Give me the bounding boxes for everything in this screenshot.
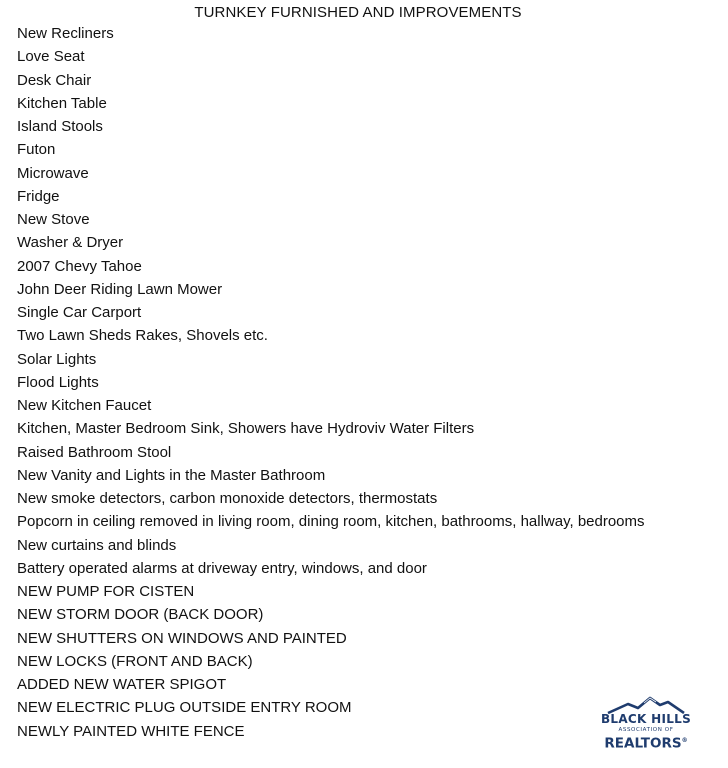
logo-line-2: ASSOCIATION OF xyxy=(618,727,674,733)
logo-line-3 xyxy=(598,733,694,752)
list-item: Battery operated alarms at driveway entry, windows, and door xyxy=(17,559,427,577)
document-title: TURNKEY FURNISHED AND IMPROVEMENTS xyxy=(194,4,522,21)
list-item: Single Car Carport xyxy=(17,304,142,321)
registered-mark: ® xyxy=(681,737,688,744)
list-item: Kitchen Table xyxy=(17,94,107,112)
list-item: NEW LOCKS (FRONT AND BACK) xyxy=(17,652,253,670)
list-item: New Vanity and Lights in the Master Bathroom xyxy=(17,466,326,484)
list-item: Futon xyxy=(17,141,56,159)
list-item: ADDED NEW WATER SPIGOT xyxy=(17,676,227,693)
logo-realtors-text: REALTORS xyxy=(604,735,682,752)
list-item: New curtains and blinds xyxy=(17,536,177,554)
improvements-list xyxy=(17,22,657,743)
list-item: Love Seat xyxy=(17,48,85,66)
list-item: Desk Chair xyxy=(17,71,92,89)
list-item: New Kitchen Faucet xyxy=(17,397,152,414)
list-item: Kitchen, Master Bedroom Sink, Showers have Hydroviv Water Filters xyxy=(17,420,475,438)
list-item: NEWLY PAINTED WHITE FENCE xyxy=(17,722,245,740)
list-item: New Stove xyxy=(17,211,90,228)
logo-line-1: BLACK HILLS xyxy=(600,712,692,726)
list-item: NEW ELECTRIC PLUG OUTSIDE ENTRY ROOM xyxy=(17,699,352,717)
list-item: New Recliners xyxy=(17,25,114,42)
list-item: Two Lawn Sheds Rakes, Shovels etc. xyxy=(17,327,268,345)
list-item: NEW PUMP FOR CISTEN xyxy=(17,583,195,600)
list-item: Popcorn in ceiling removed in living room, dining room, kitchen, bathrooms, hallway, bedrooms xyxy=(17,513,645,531)
list-item: Fridge xyxy=(17,187,60,205)
list-item: 2007 Chevy Tahoe xyxy=(17,257,142,275)
list-item: New smoke detectors, carbon monoxide detectors, thermostats xyxy=(17,490,438,507)
list-item: Island Stools xyxy=(17,118,103,135)
list-item: John Deer Riding Lawn Mower xyxy=(17,280,223,298)
black-hills-realtors-logo xyxy=(598,696,698,752)
list-item: NEW SHUTTERS ON WINDOWS AND PAINTED xyxy=(17,629,347,647)
list-item: Solar Lights xyxy=(17,350,97,368)
list-item: NEW STORM DOOR (BACK DOOR) xyxy=(17,606,264,624)
list-item: Flood Lights xyxy=(17,373,99,391)
list-item: Raised Bathroom Stool xyxy=(17,443,172,461)
list-item: Microwave xyxy=(17,164,89,182)
list-item: Washer & Dryer xyxy=(17,234,124,252)
